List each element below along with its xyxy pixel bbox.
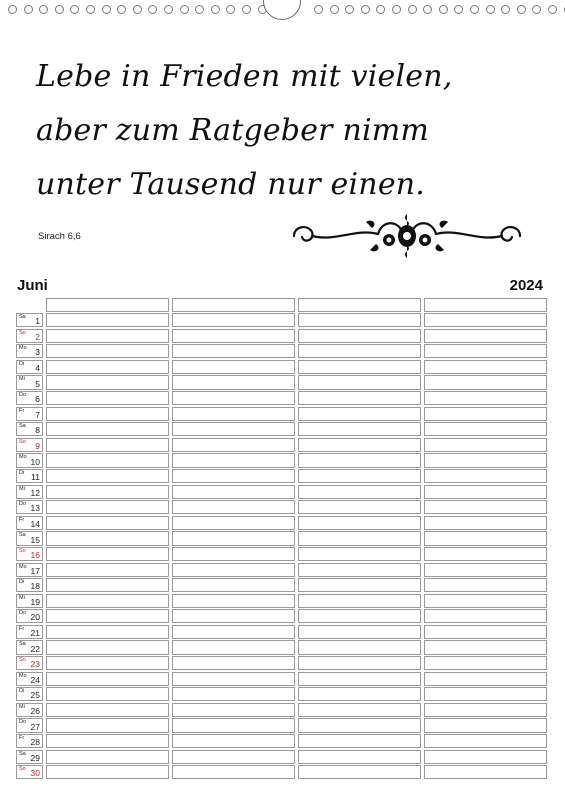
day-cell: [16, 438, 43, 452]
entry-cell[interactable]: [298, 656, 421, 670]
day-number: 15: [30, 534, 40, 545]
entry-cell[interactable]: [46, 422, 169, 436]
binding-hole: [70, 5, 79, 14]
column-header-row: [16, 298, 548, 312]
entry-cell[interactable]: [298, 407, 421, 421]
entry-cell[interactable]: [172, 453, 295, 467]
entry-cell[interactable]: [46, 718, 169, 732]
entry-cell[interactable]: [298, 531, 421, 545]
day-cell: [16, 516, 43, 530]
entry-cell[interactable]: [46, 500, 169, 514]
entry-cell[interactable]: [298, 687, 421, 701]
entry-cell[interactable]: [298, 625, 421, 639]
entry-cell[interactable]: [424, 407, 547, 421]
column-header[interactable]: [298, 298, 421, 312]
day-cell: [16, 750, 43, 764]
day-number: 1: [35, 316, 40, 327]
entry-cell[interactable]: [298, 672, 421, 686]
entry-cell[interactable]: [172, 656, 295, 670]
weekday-label: Sa: [19, 423, 26, 430]
entry-cell[interactable]: [298, 329, 421, 343]
day-row: [16, 625, 548, 641]
day-row: [16, 656, 548, 672]
binding-hole: [226, 5, 235, 14]
weekday-label: Mi: [19, 485, 25, 492]
entry-cell[interactable]: [298, 609, 421, 623]
day-row: [16, 547, 548, 563]
entry-cell[interactable]: [424, 438, 547, 452]
entry-cell[interactable]: [46, 563, 169, 577]
weekday-label: Do: [19, 719, 27, 726]
day-cell: [16, 485, 43, 499]
binding-hole: [8, 5, 17, 14]
binding-hole: [501, 5, 510, 14]
binding-hole: [86, 5, 95, 14]
binding-hole: [180, 5, 189, 14]
day-number: 19: [30, 596, 40, 607]
entry-cell[interactable]: [46, 453, 169, 467]
entry-cell[interactable]: [172, 438, 295, 452]
entry-cell[interactable]: [172, 687, 295, 701]
day-row: [16, 516, 548, 532]
day-number: 6: [35, 394, 40, 405]
day-number: 26: [30, 706, 40, 717]
binding-hole: [117, 5, 126, 14]
day-row: [16, 734, 548, 750]
day-cell: [16, 407, 43, 421]
entry-cell[interactable]: [424, 718, 547, 732]
entry-cell[interactable]: [172, 547, 295, 561]
entry-cell[interactable]: [424, 329, 547, 343]
day-row: [16, 438, 548, 454]
binding-hole: [376, 5, 385, 14]
day-row: [16, 485, 548, 501]
day-row: [16, 407, 548, 423]
day-cell: [16, 609, 43, 623]
day-number: 24: [30, 674, 40, 685]
binding-hole: [454, 5, 463, 14]
binding-hole: [423, 5, 432, 14]
binding-hole: [345, 5, 354, 14]
binding-hole: [532, 5, 541, 14]
quote-line: unter Tausend nur einen.: [36, 167, 426, 202]
entry-cell[interactable]: [298, 422, 421, 436]
day-cell: [16, 391, 43, 405]
weekday-label: Fr: [19, 625, 25, 632]
weekday-label: Mo: [19, 672, 27, 679]
weekday-label: Di: [19, 579, 25, 586]
entry-cell[interactable]: [46, 672, 169, 686]
binding-hole: [148, 5, 157, 14]
entry-cell[interactable]: [172, 594, 295, 608]
entry-cell[interactable]: [424, 563, 547, 577]
entry-cell[interactable]: [298, 360, 421, 374]
day-row: [16, 765, 548, 781]
quote-source: Sirach 6,6: [38, 231, 81, 242]
entry-cell[interactable]: [424, 656, 547, 670]
entry-cell[interactable]: [424, 750, 547, 764]
entry-cell[interactable]: [46, 625, 169, 639]
quote-line: Lebe in Frieden mit vielen,: [36, 59, 453, 94]
entry-cell[interactable]: [298, 375, 421, 389]
entry-cell[interactable]: [298, 391, 421, 405]
day-row: [16, 469, 548, 485]
entry-cell[interactable]: [46, 578, 169, 592]
weekday-label: So: [19, 329, 26, 336]
entry-cell[interactable]: [172, 360, 295, 374]
entry-cell[interactable]: [172, 625, 295, 639]
day-row: [16, 703, 548, 719]
entry-cell[interactable]: [424, 360, 547, 374]
entry-cell[interactable]: [298, 313, 421, 327]
entry-cell[interactable]: [172, 500, 295, 514]
entry-cell[interactable]: [424, 516, 547, 530]
day-cell: [16, 578, 43, 592]
entry-cell[interactable]: [424, 547, 547, 561]
year-label: 2024: [509, 277, 543, 294]
entry-cell[interactable]: [424, 422, 547, 436]
flourish-ornament-icon: [286, 210, 528, 262]
entry-cell[interactable]: [298, 563, 421, 577]
entry-cell[interactable]: [424, 578, 547, 592]
entry-cell[interactable]: [298, 469, 421, 483]
entry-cell[interactable]: [424, 594, 547, 608]
binding-hole: [548, 5, 557, 14]
entry-cell[interactable]: [172, 375, 295, 389]
entry-cell[interactable]: [172, 750, 295, 764]
entry-cell[interactable]: [424, 703, 547, 717]
month-label: Juni: [17, 277, 48, 294]
day-number: 12: [30, 487, 40, 498]
day-cell: [16, 672, 43, 686]
weekday-label: Fr: [19, 407, 25, 414]
day-row: [16, 453, 548, 469]
entry-cell[interactable]: [298, 485, 421, 499]
day-number: 11: [31, 472, 40, 483]
day-row: [16, 563, 548, 579]
day-cell: [16, 594, 43, 608]
day-number: 17: [30, 565, 40, 576]
day-row: [16, 422, 548, 438]
day-row: [16, 500, 548, 516]
day-number: 16: [30, 550, 40, 561]
entry-cell[interactable]: [172, 469, 295, 483]
entry-cell[interactable]: [424, 344, 547, 358]
entry-cell[interactable]: [172, 344, 295, 358]
day-number: 30: [30, 768, 40, 779]
entry-cell[interactable]: [424, 375, 547, 389]
binding-hole: [102, 5, 111, 14]
weekday-label: So: [19, 657, 26, 664]
day-number: 14: [30, 518, 40, 529]
binding-hole: [242, 5, 251, 14]
day-number: 25: [30, 690, 40, 701]
entry-cell[interactable]: [424, 672, 547, 686]
entry-cell[interactable]: [172, 578, 295, 592]
day-number: 9: [35, 440, 40, 451]
entry-cell[interactable]: [172, 516, 295, 530]
weekday-label: Di: [19, 469, 25, 476]
day-row: [16, 313, 548, 329]
binding-hole: [195, 5, 204, 14]
weekday-label: Mo: [19, 454, 27, 461]
day-number: 21: [30, 628, 40, 639]
weekday-label: Sa: [19, 314, 26, 320]
day-number: 5: [35, 378, 40, 389]
entry-cell[interactable]: [46, 407, 169, 421]
entry-cell[interactable]: [46, 516, 169, 530]
day-number: 23: [30, 659, 40, 670]
binding-hole: [211, 5, 220, 14]
entry-cell[interactable]: [46, 360, 169, 374]
day-row: [16, 329, 548, 345]
entry-cell[interactable]: [298, 578, 421, 592]
entry-cell[interactable]: [424, 625, 547, 639]
weekday-label: Do: [19, 391, 27, 398]
entry-cell[interactable]: [46, 485, 169, 499]
day-cell: [16, 734, 43, 748]
day-cell: [16, 329, 43, 343]
entry-cell[interactable]: [46, 609, 169, 623]
binding-hole: [361, 5, 370, 14]
weekday-label: Fr: [19, 735, 25, 742]
binding-hole: [470, 5, 479, 14]
day-cell: [16, 765, 43, 779]
entry-cell[interactable]: [172, 734, 295, 748]
entry-cell[interactable]: [298, 765, 421, 779]
binding-hole: [39, 5, 48, 14]
entry-cell[interactable]: [172, 407, 295, 421]
day-cell: [16, 656, 43, 670]
entry-cell[interactable]: [424, 391, 547, 405]
entry-cell[interactable]: [172, 672, 295, 686]
entry-cell[interactable]: [298, 703, 421, 717]
entry-cell[interactable]: [46, 594, 169, 608]
weekday-label: Mi: [19, 376, 25, 383]
day-row: [16, 391, 548, 407]
entry-cell[interactable]: [46, 313, 169, 327]
day-number: 3: [35, 347, 40, 358]
entry-cell[interactable]: [298, 516, 421, 530]
day-row: [16, 375, 548, 391]
entry-cell[interactable]: [46, 765, 169, 779]
day-number: 10: [30, 456, 40, 467]
weekday-label: So: [19, 766, 26, 773]
entry-cell[interactable]: [424, 765, 547, 779]
entry-cell[interactable]: [298, 734, 421, 748]
day-number: 4: [35, 362, 40, 373]
entry-cell[interactable]: [298, 344, 421, 358]
entry-cell[interactable]: [172, 765, 295, 779]
column-header[interactable]: [172, 298, 295, 312]
day-row: [16, 531, 548, 547]
entry-cell[interactable]: [46, 438, 169, 452]
binding-hole: [55, 5, 64, 14]
day-number: 20: [30, 612, 40, 623]
entry-cell[interactable]: [424, 687, 547, 701]
weekday-label: Sa: [19, 532, 26, 539]
entry-cell[interactable]: [424, 500, 547, 514]
entry-cell[interactable]: [172, 485, 295, 499]
entry-cell[interactable]: [298, 500, 421, 514]
entry-cell[interactable]: [424, 313, 547, 327]
entry-cell[interactable]: [172, 703, 295, 717]
weekday-label: So: [19, 438, 26, 445]
entry-cell[interactable]: [424, 640, 547, 654]
day-row: [16, 344, 548, 360]
day-row: [16, 360, 548, 376]
entry-cell[interactable]: [298, 750, 421, 764]
day-cell: [16, 718, 43, 732]
binding-hole: [517, 5, 526, 14]
entry-cell[interactable]: [172, 329, 295, 343]
entry-cell[interactable]: [172, 422, 295, 436]
entry-cell[interactable]: [46, 656, 169, 670]
day-number: 18: [30, 581, 40, 592]
weekday-label: Mo: [19, 345, 27, 352]
header-spacer: [16, 298, 43, 312]
binding-hole: [133, 5, 142, 14]
entry-cell[interactable]: [424, 453, 547, 467]
day-cell: [16, 563, 43, 577]
day-cell: [16, 313, 43, 327]
entry-cell[interactable]: [424, 609, 547, 623]
day-cell: [16, 640, 43, 654]
day-number: 29: [30, 752, 40, 763]
weekday-label: Sa: [19, 750, 26, 757]
entry-cell[interactable]: [424, 485, 547, 499]
weekday-label: Mo: [19, 563, 27, 570]
column-header[interactable]: [424, 298, 547, 312]
quote: [36, 50, 536, 212]
entry-cell[interactable]: [298, 594, 421, 608]
binding-hole: [439, 5, 448, 14]
day-cell: [16, 703, 43, 717]
entry-cell[interactable]: [46, 750, 169, 764]
day-row: [16, 640, 548, 656]
entry-cell[interactable]: [172, 609, 295, 623]
binding-hole: [486, 5, 495, 14]
entry-cell[interactable]: [298, 718, 421, 732]
day-number: 22: [30, 643, 40, 654]
quote-line: aber zum Ratgeber nimm: [36, 113, 430, 148]
entry-cell[interactable]: [424, 531, 547, 545]
day-number: 27: [30, 721, 40, 732]
day-cell: [16, 375, 43, 389]
weekday-label: Di: [19, 360, 25, 367]
column-header[interactable]: [46, 298, 169, 312]
entry-cell[interactable]: [298, 453, 421, 467]
day-row: [16, 718, 548, 734]
binding-hole: [408, 5, 417, 14]
weekday-label: Mi: [19, 594, 25, 601]
weekday-label: Fr: [19, 516, 25, 523]
entry-cell[interactable]: [172, 718, 295, 732]
entry-cell[interactable]: [46, 531, 169, 545]
day-row: [16, 750, 548, 766]
weekday-label: Sa: [19, 641, 26, 648]
entry-cell[interactable]: [46, 734, 169, 748]
weekday-label: Di: [19, 688, 25, 695]
entry-cell[interactable]: [46, 687, 169, 701]
entry-cell[interactable]: [46, 640, 169, 654]
day-cell: [16, 469, 43, 483]
entry-cell[interactable]: [46, 703, 169, 717]
entry-cell[interactable]: [298, 438, 421, 452]
day-cell: [16, 531, 43, 545]
day-cell: [16, 687, 43, 701]
entry-cell[interactable]: [172, 640, 295, 654]
binding-hole: [24, 5, 33, 14]
binding-hole: [392, 5, 401, 14]
entry-cell[interactable]: [424, 469, 547, 483]
calendar-grid: [16, 298, 548, 781]
entry-cell[interactable]: [172, 563, 295, 577]
binding-hole: [164, 5, 173, 14]
day-row: [16, 672, 548, 688]
day-cell: [16, 360, 43, 374]
day-cell: [16, 625, 43, 639]
weekday-label: Do: [19, 610, 27, 617]
entry-cell[interactable]: [172, 313, 295, 327]
day-number: 2: [35, 331, 40, 342]
day-cell: [16, 422, 43, 436]
day-row: [16, 578, 548, 594]
binding-hole: [330, 5, 339, 14]
entry-cell[interactable]: [46, 391, 169, 405]
entry-cell[interactable]: [172, 531, 295, 545]
day-number: 8: [35, 425, 40, 436]
weekday-label: So: [19, 547, 26, 554]
entry-cell[interactable]: [424, 734, 547, 748]
day-cell: [16, 453, 43, 467]
day-number: 28: [30, 737, 40, 748]
weekday-label: Mi: [19, 703, 25, 710]
day-cell: [16, 344, 43, 358]
entry-cell[interactable]: [46, 329, 169, 343]
day-cell: [16, 500, 43, 514]
entry-cell[interactable]: [172, 391, 295, 405]
entry-cell[interactable]: [298, 640, 421, 654]
binding-hole: [314, 5, 323, 14]
weekday-label: Do: [19, 501, 27, 508]
entry-cell[interactable]: [46, 547, 169, 561]
entry-cell[interactable]: [46, 375, 169, 389]
entry-cell[interactable]: [298, 547, 421, 561]
day-row: [16, 609, 548, 625]
day-number: 13: [30, 503, 40, 514]
day-row: [16, 594, 548, 610]
day-row: [16, 687, 548, 703]
entry-cell[interactable]: [46, 469, 169, 483]
entry-cell[interactable]: [46, 344, 169, 358]
day-number: 7: [35, 409, 40, 420]
day-cell: [16, 547, 43, 561]
